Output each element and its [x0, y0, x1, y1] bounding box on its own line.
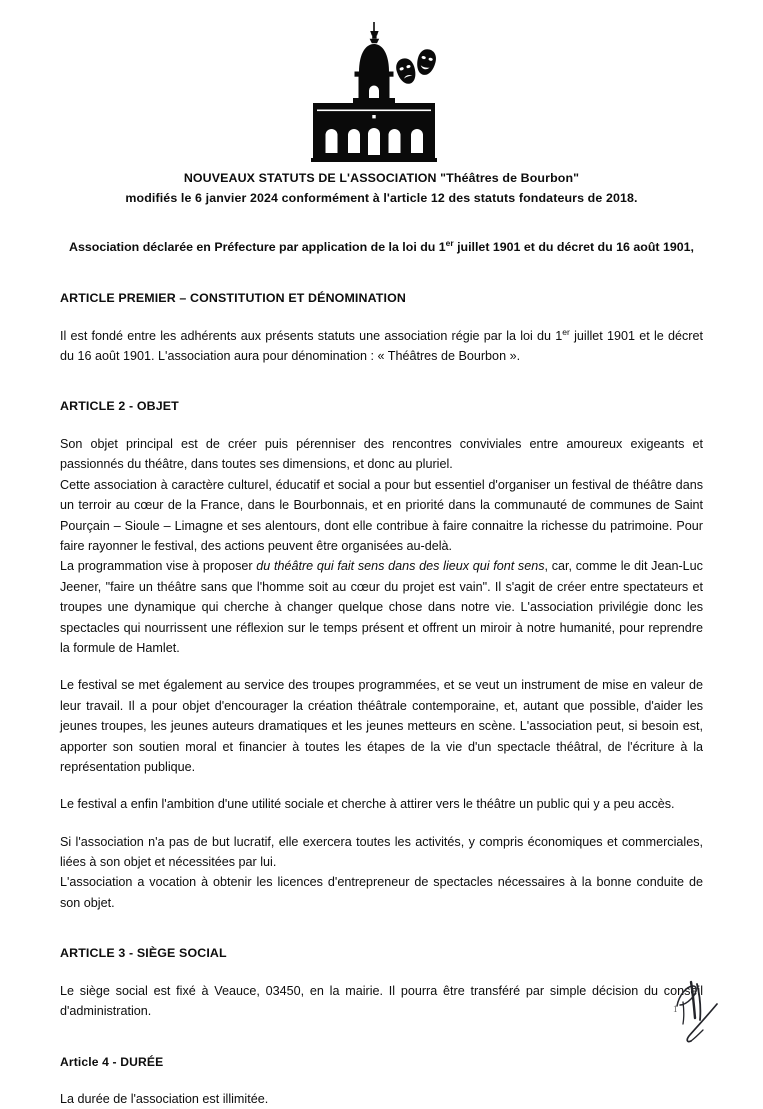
article-4-paragraph-1: La durée de l'association est illimitée.: [60, 1091, 269, 1106]
page-mark: 1: [673, 1004, 678, 1014]
article-1-par-1-suffix: juillet 1901 et le décret du 16 août 1901. L'association aura pour dénomination : « Théâtres de Bourbon ».: [60, 328, 703, 364]
article-2-paragraph-2: Cette association à caractère culturel, éducatif et social a pour but essentiel d'organiser un festival de théâtre dans un terroir au cœur de la France, dans le Bourbonnais, et en priorité dans la communauté de communes de Saint Pourçain – Sioule – Limagne et ses alentours, dont elle contribue à faire connaitre la richesse du patrimoine. Pour faire rayonner le festival, des actions peuvent être organisées au-delà.: [60, 477, 703, 553]
article-2-par-3-text-a: La programmation vise à proposer: [60, 559, 257, 574]
article-3-paragraph-1: Le siège social est fixé à Veauce, 03450, en la mairie. Il pourra être transféré par simple décision du conseil d'administration.: [60, 983, 703, 1019]
theatres-de-bourbon-logo-icon: [296, 20, 468, 142]
legal-reference-line: [60, 238, 703, 258]
article-1-paragraph-1: [60, 326, 703, 367]
document-body: [60, 168, 703, 1109]
ordinal-suffix-er: er: [445, 238, 454, 249]
article-2-paragraph-5: Le festival a enfin l'ambition d'une utilité sociale et cherche à attirer vers le théâtre un public qui y a peu accès.: [60, 797, 675, 812]
heading-article-3: ARTICLE 3 - SIÈGE SOCIAL: [60, 946, 227, 961]
article-2-par-3-text-b: , car, comme le dit Jean-Luc Jeener, "faire un théâtre sans que l'homme soit au cœur du projet est vain". Il s'agit de créer entre spectateurs et troupes une dynamique qui cherche à changer quelque chose dans notre vie. L'association privilégie donc les spectacles qui nourrissent une réflexion sur le temps présent et offrent un miroir à notre humanité, pour reprendre la formule de Hamlet.: [60, 559, 703, 655]
article-2-paragraph-6: Si l'association n'a pas de but lucratif, elle exercera toutes les activités, y compris économiques et commerciales, liées à son objet et nécessitées par lui.: [60, 834, 703, 870]
ordinal-suffix-er: er: [562, 326, 570, 337]
heading-article-1: ARTICLE PREMIER – CONSTITUTION ET DÉNOMINATION: [60, 291, 406, 306]
article-2-paragraph-7: L'association a vocation à obtenir les licences d'entrepreneur de spectacles nécessaires à la bonne conduite de son objet.: [60, 875, 703, 910]
page-title-line-1: NOUVEAUX STATUTS DE L'ASSOCIATION "Théâtres de Bourbon": [183, 171, 580, 185]
page-title-line-2: modifiés le 6 janvier 2024 conformément à l'article 12 des statuts fondateurs de 2018.: [125, 191, 638, 206]
document-title-block: [60, 168, 703, 208]
article-2-par-3-emphasis: du théâtre qui fait sens dans des lieux qui font sens: [256, 559, 545, 574]
article-2-paragraph-3: [60, 556, 703, 658]
legal-reference-prefix: Association déclarée en Préfecture par application de la loi du 1: [69, 240, 446, 255]
heading-article-2: ARTICLE 2 - OBJET: [60, 399, 179, 414]
article-1-par-1-prefix: Il est fondé entre les adhérents aux présents statuts une association régie par la loi du 1: [60, 328, 563, 343]
logo-block: [0, 20, 763, 148]
article-2-paragraph-1: Son objet principal est de créer puis pérenniser des rencontres conviviales entre amoureux exigeants et passionnés du théâtre, dans toutes ses dimensions, et donc au pluriel.: [60, 437, 703, 472]
legal-reference-suffix: juillet 1901 et du décret du 16 août 1901,: [453, 240, 694, 255]
article-2-paragraph-4: Le festival se met également au service des troupes programmées, et se veut un instrument de mise en valeur de leur travail. Il a pour objet d'encourager la création théâtrale contemporaine, et, autant que possible, d'aider les jeunes troupes, les jeunes auteurs dramatiques et les jeunes metteurs en scène. L'association peut, si besoin est, apporter son soutien moral et financier à toutes les étapes de la vie d'un spectacle théâtral, de l'écriture à la représentation publique.: [60, 678, 703, 774]
heading-article-4: Article 4 - DURÉE: [60, 1054, 164, 1069]
